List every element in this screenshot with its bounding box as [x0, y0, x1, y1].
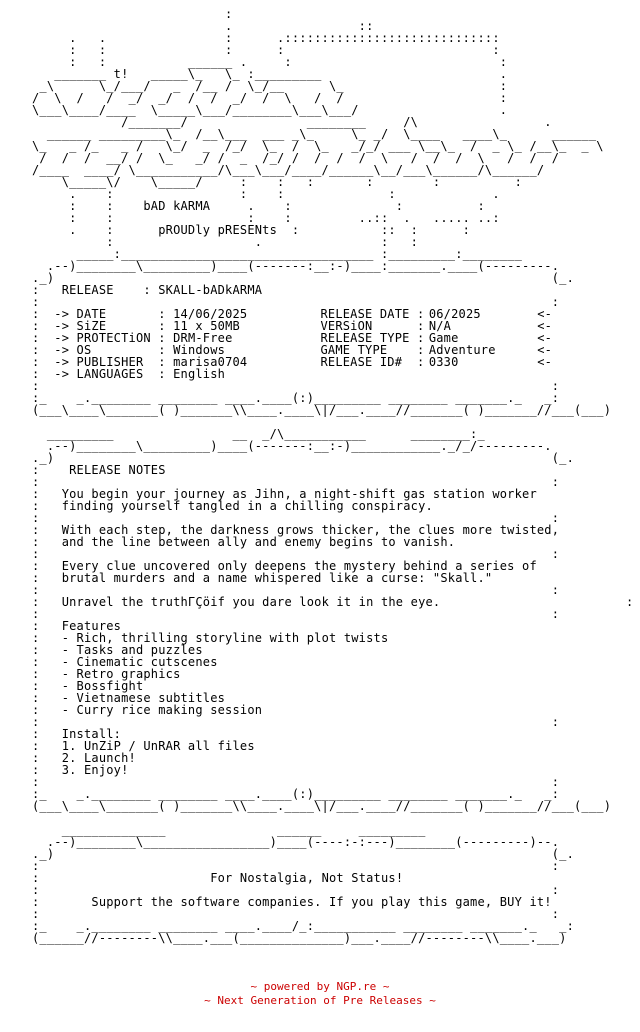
notes-title: RELEASE NOTES — [69, 463, 166, 477]
logo-line: : — [32, 7, 233, 21]
info-row: : -> PUBLISHER : marisa0704 RELEASE ID# : 0330 <- — [32, 355, 553, 369]
logo-line: _______ t! _____\_ \_ :_________ . — [32, 67, 508, 81]
notes-paragraph-line: Every clue uncovered only deepens the mystery behind a series of — [61, 559, 537, 573]
feature-item: - Tasks and puzzles — [61, 643, 203, 657]
info-label: RELEASE ID# : — [320, 355, 425, 369]
info-label: RELEASE DATE : — [320, 307, 425, 321]
nostalgia-line: For Nostalgia, Not Status! — [210, 871, 404, 885]
notes-paragraph-line-row: : With each step, the darkness grows thicker, the clues more twisted, — [32, 523, 560, 537]
info-value: 0330 — [428, 355, 459, 369]
info-row: : -> DATE : 14/06/2025 RELEASE DATE : 06/2025 <- — [32, 307, 553, 321]
notes-paragraph-line-row: : brutal murders and a name whispered like a curse: "Skall." — [32, 571, 493, 585]
border-line: (___\____\_______( )_______\\____.____\|/___.____//_______( )_______//___(___) — [32, 799, 612, 813]
feature-item: - Retro graphics — [61, 667, 181, 681]
support-line: Support the software companies. If you play this game, BUY it! — [91, 895, 552, 909]
notes-paragraph-line-row: : You begin your journey as Jihn, a night-shift gas station worker — [32, 487, 537, 501]
logo-line: : : : : : — [32, 43, 500, 57]
notes-paragraph-line-row: : finding yourself tangled in a chilling conspiracy. — [32, 499, 433, 513]
presents-text: . : pROUDly pRESENts : :: : : — [32, 223, 471, 237]
support-line-row: : Support the software companies. If you play this game, BUY it! — [32, 895, 552, 909]
info-label: -> DATE : — [54, 307, 166, 321]
info-label: RELEASE TYPE : — [320, 331, 425, 345]
footer-powered-by: ~ powered by NGP.re ~ — [250, 980, 390, 993]
group-name-text: : : bAD kARMA . : : : — [32, 199, 485, 213]
border-line: :_ _.________ ________ ____.____(:)_________ ________ _______._ _: — [32, 787, 560, 801]
notes-paragraph-line: Unravel the truthΓÇöif you dare look it in the eye. — [61, 595, 441, 609]
info-row: : -> OS : Windows GAME TYPE : Adventure <- — [32, 343, 553, 357]
install-heading-row: : Install: — [32, 727, 122, 741]
install-step-row: : 2. Launch! — [32, 751, 136, 765]
logo-line: : : : : ..:: . ..... ..: — [32, 211, 500, 225]
notes-paragraph-line-row: : Every clue uncovered only deepens the mystery behind a series of — [32, 559, 537, 573]
logo-line: / / / __/ / \_ _/ / _ /_/ / / / / \ / / / \ / / / — [32, 151, 560, 165]
feature-item: - Vietnamese subtitles — [61, 691, 226, 705]
info-value: 14/06/2025 — [173, 307, 248, 321]
logo-line: : . : : — [32, 235, 419, 249]
feature-item: - Curry rice making session — [61, 703, 263, 717]
border-line: :_ _.________ ________ ____.____/_:___________ ________ _______._ _: — [32, 919, 574, 933]
border-line: ______________ ______ _________ — [32, 823, 426, 837]
border-line: (___\____\_______( )_______\\____.____\|/___.____//_______( )_______//___(___) — [32, 403, 612, 417]
info-value: Windows — [173, 343, 226, 357]
arrow-marker: <- — [537, 319, 553, 333]
install-step: 1. UnZiP / UnRAR all files — [61, 739, 255, 753]
feature-item-row: : - Rich, thrilling storyline with plot twists — [32, 631, 389, 645]
info-row: : -> SiZE : 11 x 50MB VERSiON : N/A <- — [32, 319, 553, 333]
info-value: 06/2025 — [428, 307, 481, 321]
info-value: DRM-Free — [173, 331, 233, 345]
feature-item-row: : - Cinematic cutscenes — [32, 655, 218, 669]
logo-line: \_____\/ \_____/ : : : : : : — [32, 175, 523, 189]
info-row: : -> LANGUAGES : English — [32, 368, 640, 380]
logo-line: ______ _________\_ /__\___ ___ _\_ \_ _/ \____ ____\_ ______ — [32, 127, 597, 141]
logo-line: _\ \_/___/ _ /__ / \_/__ \_ : — [32, 79, 508, 93]
border-line: :_ _.________ ________ ____.____(:)_________ ________ _______._ _: — [32, 391, 560, 405]
ascii-logo — [32, 8, 640, 260]
info-row: : -> PROTECTiON : DRM-Free RELEASE TYPE : Game <- — [32, 331, 553, 345]
border-line: .--)________\_________)____(-------:__:-)____:_______.____(---------. — [32, 259, 560, 273]
arrow-marker: <- — [537, 331, 553, 345]
release-info-box: .--)________\_________)____(-------:__:-)____:_______.____(---------. ._) (_. : RELEASE : SKALL-bADkARMA : : : -> DATE : 14/06/2025 RELEASE DATE : 06/2025 <- : -> SiZE : 11 x 50MB VERSiON : N/A <- : -> PROTECTiON : DRM-Free RELEASE TYPE : Game <- : -> OS : Windows GAME TYPE : Adventure <- : -> PUBLISHER : marisa0704 RELEASE ID# : 0330 <- : -> LANGUAGES : English : : :_ _.________ ________ ____.____(:)_________ ________ _______._ _: (___\____\_______( )_______\\____.____\|/___.____//_______( )_______//___(___) — [32, 260, 640, 416]
info-label: -> PROTECTiON : — [54, 331, 166, 345]
feature-item: - Rich, thrilling storyline with plot twists — [61, 631, 389, 645]
info-value: marisa0704 — [173, 355, 248, 369]
border-line: .--)________\_________)____(-------:__:-)____________._/_/---------. — [32, 439, 552, 453]
logo-line: /____ ____/ \___________/\___\___/____/______\__/___\______/\______/ — [32, 163, 545, 177]
stray-mark: : — [626, 595, 634, 609]
footer-tagline: ~ Next Generation of Pre Releases ~ — [204, 994, 436, 1007]
feature-item-row: : - Vietnamese subtitles — [32, 691, 226, 705]
border-line-row — [32, 932, 640, 944]
border-line: ._) (_. — [32, 271, 574, 285]
feature-item: - Cinematic cutscenes — [61, 655, 218, 669]
info-label: -> OS : — [54, 343, 166, 357]
info-value: N/A — [428, 319, 452, 333]
border-line: .--)________\_________________)____(----:-:---)________(---------)--. — [32, 835, 560, 849]
border-line-row — [32, 800, 640, 812]
info-label: GAME TYPE : — [320, 343, 425, 357]
feature-item-row: : - Retro graphics — [32, 667, 181, 681]
logo-line: _____:__________________________________ :_________:________ — [32, 247, 523, 261]
install-step: 2. Launch! — [61, 751, 136, 765]
info-label: -> LANGUAGES : — [54, 367, 166, 381]
notes-paragraph-line: brutal murders and a name whispered like a curse: "Skall." — [61, 571, 493, 585]
features-heading-row: : Features — [32, 619, 122, 633]
release-title: RELEASE : SKALL-bADkARMA — [61, 283, 263, 297]
notes-paragraph-line: With each step, the darkness grows thicker, the clues more twisted, — [61, 523, 560, 537]
nostalgia-box: ______________ ______ _________ .--)________\_________________)____(----:-:---)________(---------)--. ._) (_. : : : For Nostalgia, Not Status! : : : Support the software companies. If you play this game, BUY it! : : :_ _.________ ________ ____.____/_:___________ ________ _______._ _: (______//--------\\____.___(______________)___.____//--------\\____.___) — [32, 824, 640, 944]
logo-line: \___\____/____ \_____\___/________\___\___/ . — [32, 103, 508, 117]
border-line: (______//--------\\____.___(______________)___.____//--------\\____.___) — [32, 931, 567, 945]
install-step: 3. Enjoy! — [61, 763, 129, 777]
border-line-row — [32, 404, 640, 416]
logo-line: : : ______ . : : — [32, 55, 508, 69]
features-heading: Features — [61, 619, 122, 633]
footer — [0, 980, 640, 1008]
install-step-row: : 3. Enjoy! — [32, 763, 129, 777]
install-step-row: : 1. UnZiP / UnRAR all files — [32, 739, 255, 753]
release-title-row: : RELEASE : SKALL-bADkARMA — [32, 283, 263, 297]
feature-item-row: : - Curry rice making session — [32, 703, 263, 717]
feature-item-row: : - Bossfight — [32, 679, 144, 693]
border-line: ._) (_. — [32, 451, 574, 465]
release-notes-box: _________ __ _/\___________ ________:_ .--)________\_________)____(-------:__:-)____________._/_/---------. ._) (_. : RELEASE NOTES : : : You begin your journey as Jihn, a night-shift gas station worker : finding yourself tangled in a chilling conspiracy. : : : With each step, the darkness grows thicker, the clues more twisted, : and the line between ally and enemy begins to vanish. : : : Every clue uncovered only deepens the mystery behind a series of : brutal murders and a name whispered like a curse: "Skall." : : : Unravel the truthΓÇöif you dare look it in the eye. : : : : Features : - Rich, thrilling storyline with plot twists : - Tasks and puzzles : - Cinematic cutscenes : - Retro graphics : - Bossfight : - Vietnamese subtitles : - Curry rice making session : : : Install: : 1. UnZiP / UnRAR all files : 2. Launch! : 3. Enjoy! : : :_ _.________ ________ ____.____(:)_________ ________ _______._ _: (___\____\_______( )_______\\____.____\|/___.____//_______( )_______//___(___) — [32, 428, 640, 824]
info-label: VERSiON : — [320, 319, 425, 333]
info-value: Adventure — [428, 343, 496, 357]
arrow-marker: <- — [537, 355, 553, 369]
info-label: -> SiZE : — [54, 319, 166, 333]
arrow-marker: <- — [537, 307, 553, 321]
info-value: English — [173, 367, 226, 381]
nostalgia-line-row: : For Nostalgia, Not Status! — [32, 871, 404, 885]
border-line: _________ __ _/\___________ ________:_ — [32, 427, 485, 441]
notes-paragraph-line-row: : and the line between ally and enemy begins to vanish. — [32, 535, 456, 549]
logo-line: / \ / / _/ _/ / / _/ / \ / / : — [32, 91, 508, 105]
info-value: 11 x 50MB — [173, 319, 240, 333]
logo-line: . :: — [32, 19, 374, 33]
install-heading: Install: — [61, 727, 122, 741]
logo-line: . : : : : . — [32, 187, 500, 201]
logo-line: \_ _ /_ _ / \_/ _ /_/ \_ / \_ _/_/ ___ \__\_ / _ \_ /__\_ _ \ — [32, 139, 604, 153]
border-line: ._) (_. — [32, 847, 574, 861]
notes-paragraph-line: finding yourself tangled in a chilling conspiracy. — [61, 499, 433, 513]
notes-paragraph-line-row: : Unravel the truthΓÇöif you dare look it in the eye. : — [32, 595, 634, 609]
notes-paragraph-line: and the line between ally and enemy begins to vanish. — [61, 535, 456, 549]
info-label: -> PUBLISHER : — [54, 355, 166, 369]
info-value: Game — [428, 331, 459, 345]
notes-title-row: : RELEASE NOTES — [32, 463, 166, 477]
notes-paragraph-line: You begin your journey as Jihn, a night-shift gas station worker — [61, 487, 537, 501]
logo-line: . . : .::::::::::::::::::::::::::::: — [32, 31, 500, 45]
logo-line: /_______/ ________ /\ . — [32, 115, 552, 129]
feature-item-row: : - Tasks and puzzles — [32, 643, 203, 657]
arrow-marker: <- — [537, 343, 553, 357]
feature-item: - Bossfight — [61, 679, 144, 693]
